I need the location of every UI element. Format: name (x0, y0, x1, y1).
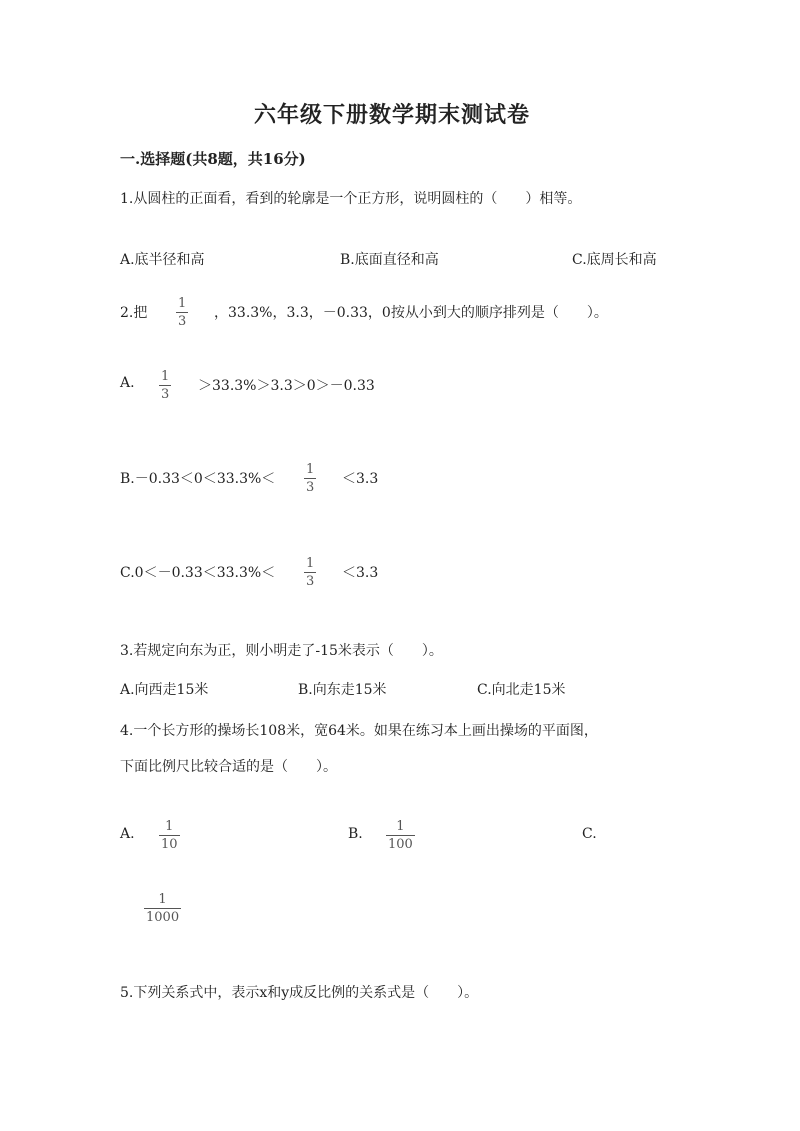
question-3-option-b[interactable]: B.向东走15米 (298, 682, 387, 698)
fraction-numerator: 1 (165, 819, 174, 834)
fraction-denominator: 100 (388, 837, 413, 852)
question-2-option-c-suffix[interactable]: ＜3.3 (342, 565, 379, 581)
question-1-option-b[interactable]: B.底面直径和高 (340, 252, 439, 268)
question-4-stem-line-1: 4.一个长方形的操场长108米，宽64米。如果在练习本上画出操场的平面图， (120, 723, 598, 739)
fraction-numerator: 1 (306, 462, 315, 477)
question-4-option-c-label[interactable]: C. (582, 826, 597, 842)
fraction-numerator: 1 (396, 819, 405, 834)
question-2-option-b-fraction (304, 463, 316, 494)
question-4-stem-line-2: 下面比例尺比较合适的是（ ）。 (120, 759, 337, 775)
fraction-denominator: 1000 (146, 910, 180, 925)
fraction-denominator: 3 (161, 387, 170, 402)
question-4-option-b-label[interactable]: B. (348, 826, 363, 842)
fraction-denominator: 3 (306, 574, 315, 589)
question-2-fraction (176, 297, 188, 328)
question-3-option-c[interactable]: C.向北走15米 (477, 682, 566, 698)
fraction-denominator: 10 (161, 837, 178, 852)
fraction-numerator: 1 (178, 296, 187, 311)
question-1-option-c[interactable]: C.底周长和高 (572, 252, 657, 268)
fraction-numerator: 1 (161, 369, 170, 384)
section-heading: 一.选择题(共8题，共16分) (120, 150, 306, 168)
question-1-option-a[interactable]: A.底半径和高 (120, 252, 205, 268)
question-1-stem: 1.从圆柱的正面看，看到的轮廓是一个正方形，说明圆柱的（ ）相等。 (120, 191, 582, 207)
question-4-option-b-fraction (386, 820, 415, 851)
question-3-option-a[interactable]: A.向西走15米 (120, 682, 209, 698)
question-2-stem-prefix: 2.把 (120, 305, 148, 321)
question-2-option-b-suffix[interactable]: ＜3.3 (342, 471, 379, 487)
question-2-stem-suffix: ，33.3%，3.3，－0.33，0按从小到大的顺序排列是（ ）。 (214, 305, 608, 321)
page-title: 六年级下册数学期末测试卷 (254, 102, 531, 128)
fraction-denominator: 3 (178, 314, 187, 329)
fraction-numerator: 1 (306, 556, 315, 571)
question-2-option-a-text[interactable]: ＞33.3%＞3.3＞0＞－0.33 (198, 378, 375, 394)
question-4-option-a-label[interactable]: A. (120, 826, 135, 842)
question-2-option-a-label[interactable]: A. (120, 375, 135, 391)
fraction-numerator: 1 (158, 892, 167, 907)
question-4-option-c-fraction (144, 893, 181, 924)
question-4-option-a-fraction (159, 820, 180, 851)
fraction-denominator: 3 (306, 480, 315, 495)
question-5-stem: 5.下列关系式中，表示x和y成反比例的关系式是（ ）。 (120, 985, 479, 1001)
question-2-option-b-text[interactable]: B.－0.33＜0＜33.3%＜ (120, 471, 276, 487)
question-2-option-c-text[interactable]: C.0＜－0.33＜33.3%＜ (120, 565, 276, 581)
question-2-option-c-fraction (304, 557, 316, 588)
question-3-stem: 3.若规定向东为正，则小明走了-15米表示（ ）。 (120, 643, 443, 659)
question-2-option-a-fraction (159, 370, 171, 401)
